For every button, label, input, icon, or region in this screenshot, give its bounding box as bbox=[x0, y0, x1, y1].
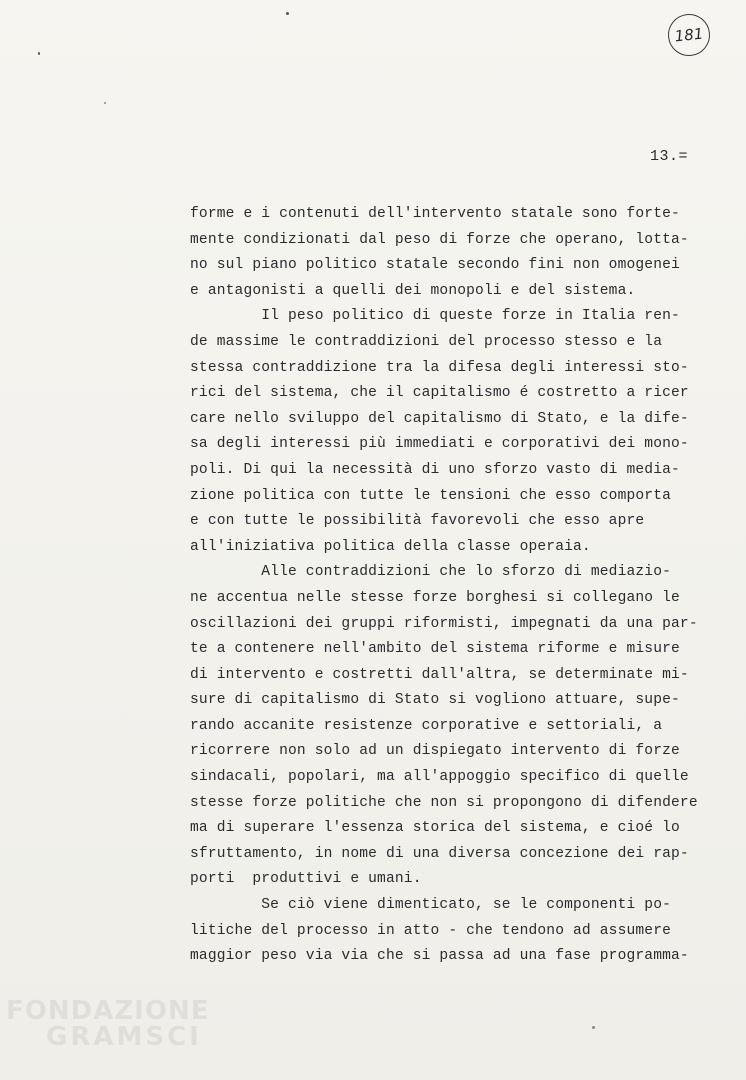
text-line: e antagonisti a quelli dei monopoli e del sistema. bbox=[190, 282, 636, 299]
watermark-line-1: FONDAZIONE bbox=[6, 996, 210, 1026]
text-line: ma di superare l'essenza storica del sistema, e cioé lo bbox=[190, 820, 680, 837]
text-line: e con tutte le possibilità favorevoli che esso apre bbox=[190, 513, 645, 530]
paper-speck bbox=[104, 102, 106, 104]
text-line: no sul piano politico statale secondo fini non omogenei bbox=[190, 257, 680, 274]
watermark-line-2: GRAMSCI bbox=[46, 1022, 202, 1052]
paper-speck bbox=[38, 52, 40, 55]
text-line: care nello sviluppo del capitalismo di Stato, e la dife- bbox=[190, 410, 689, 427]
archive-page-stamp bbox=[666, 12, 712, 58]
archive-stamp-number: 181 bbox=[673, 24, 705, 46]
text-line: ne accentua nelle stesse forze borghesi si collegano le bbox=[190, 589, 680, 606]
text-line: te a contenere nell'ambito del sistema riforme e misure bbox=[190, 641, 680, 658]
text-line: di intervento e costretti dall'altra, se determinate mi- bbox=[190, 666, 689, 683]
text-line: sure di capitalismo di Stato si vogliono attuare, supe- bbox=[190, 692, 680, 709]
text-line: maggior peso via via che si passa ad una fase programma- bbox=[190, 948, 689, 965]
text-line: litiche del processo in atto - che tendono ad assumere bbox=[190, 922, 672, 939]
body-text bbox=[190, 202, 710, 970]
text-line: sindacali, popolari, ma all'appoggio specifico di quelle bbox=[190, 769, 689, 786]
paper-speck bbox=[286, 12, 289, 15]
archive-watermark bbox=[6, 998, 209, 1050]
text-line: rici del sistema, che il capitalismo é costretto a ricer bbox=[190, 385, 689, 402]
text-line: stesse forze politiche che non si propongono di difendere bbox=[190, 794, 698, 811]
page-number: 13.= bbox=[650, 148, 689, 165]
text-line: Se ciò viene dimenticato, se le componenti po- bbox=[190, 897, 672, 914]
text-line: Il peso politico di queste forze in Italia ren- bbox=[190, 308, 680, 325]
text-line: mente condizionati dal peso di forze che operano, lotta- bbox=[190, 231, 689, 248]
text-line: zione politica con tutte le tensioni che esso comporta bbox=[190, 487, 672, 504]
text-line: rando accanite resistenze corporative e settoriali, a bbox=[190, 717, 663, 734]
text-line: stessa contraddizione tra la difesa degli interessi sto- bbox=[190, 359, 689, 376]
text-line: poli. Di qui la necessità di uno sforzo vasto di media- bbox=[190, 461, 680, 478]
text-line: Alle contraddizioni che lo sforzo di mediazio- bbox=[190, 564, 672, 581]
text-line: forme e i contenuti dell'intervento statale sono forte- bbox=[190, 206, 680, 222]
text-line: sa degli interessi più immediati e corporativi dei mono- bbox=[190, 436, 689, 453]
text-line: ricorrere non solo ad un dispiegato intervento di forze bbox=[190, 743, 680, 760]
paper-speck bbox=[592, 1026, 595, 1029]
text-line: de massime le contraddizioni del processo stesso e la bbox=[190, 333, 663, 350]
text-line: oscillazioni dei gruppi riformisti, impegnati da una par- bbox=[190, 615, 698, 632]
text-line: porti produttivi e umani. bbox=[190, 871, 422, 888]
text-line: sfruttamento, in nome di una diversa concezione dei rap- bbox=[190, 845, 689, 862]
text-line: all'iniziativa politica della classe operaia. bbox=[190, 538, 591, 555]
